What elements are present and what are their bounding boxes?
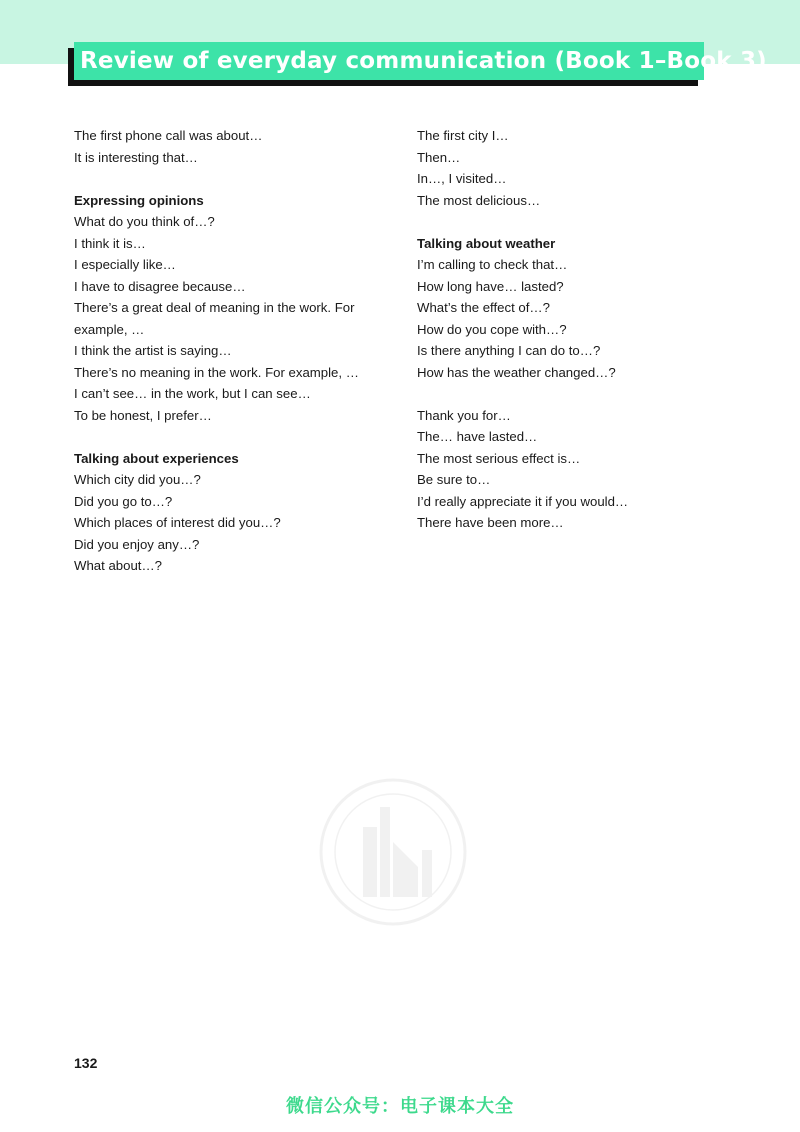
phrase-line: There’s a great deal of meaning in the work. For — [74, 300, 355, 315]
spacer — [74, 426, 384, 448]
spacer — [417, 211, 717, 233]
phrase-line: Be sure to… — [417, 472, 491, 487]
spacer — [74, 168, 384, 190]
publisher-watermark-logo — [318, 772, 468, 957]
spacer — [417, 383, 717, 405]
phrase-line: The first phone call was about… — [74, 128, 263, 143]
phrase-line: How long have… lasted? — [417, 278, 564, 294]
phrase-line: The most serious effect is… — [417, 450, 581, 466]
phrase-line: Is there anything I can do to…? — [417, 343, 601, 358]
phrase-line: There’s no meaning in the work. For example, … — [74, 364, 359, 380]
phrase-line: How has the weather changed…? — [417, 364, 616, 380]
phrase-line: I think the artist is saying… — [74, 343, 232, 358]
phrase-line: I especially like… — [74, 257, 176, 272]
phrase-line: In…, I visited… — [417, 171, 507, 186]
page-number: 132 — [74, 1055, 98, 1071]
section-heading: Talking about weather — [417, 235, 556, 251]
phrase-line: What about…? — [74, 558, 162, 573]
phrase-line: The first city I… — [417, 128, 509, 143]
section-heading: Talking about experiences — [74, 450, 239, 466]
phrase-line: To be honest, I prefer… — [74, 407, 212, 423]
phrase-line: I’d really appreciate it if you would… — [417, 493, 629, 509]
phrase-line: Which places of interest did you…? — [74, 515, 281, 530]
phrase-line: How do you cope with…? — [417, 321, 567, 337]
phrase-line: Did you go to…? — [74, 493, 173, 509]
phrase-line: The most delicious… — [417, 192, 541, 208]
phrase-line: Thank you for… — [417, 407, 511, 423]
phrase-line: Then… — [417, 149, 461, 165]
phrase-line: There have been more… — [417, 515, 564, 530]
phrase-line: I’m calling to check that… — [417, 257, 568, 272]
page-title: Review of everyday communication (Book 1–Book 3) — [80, 48, 767, 74]
phrase-line: Which city did you…? — [74, 472, 201, 487]
left-column — [74, 125, 384, 577]
title-banner — [74, 42, 767, 80]
phrase-line: I can’t see… in the work, but I can see… — [74, 386, 311, 401]
phrase-line: The… have lasted… — [417, 429, 538, 444]
phrase-line: example, … — [74, 321, 145, 337]
phrase-line: What do you think of…? — [74, 214, 215, 229]
phrase-line: It is interesting that… — [74, 149, 198, 165]
right-column — [417, 125, 717, 534]
phrase-line: What’s the effect of…? — [417, 300, 550, 315]
section-heading: Expressing opinions — [74, 192, 204, 208]
footer-wechat-text: 微信公众号：电子课本大全 — [286, 1096, 514, 1116]
phrase-line: Did you enjoy any…? — [74, 536, 200, 552]
phrase-line: I think it is… — [74, 235, 146, 251]
phrase-line: I have to disagree because… — [74, 278, 246, 294]
